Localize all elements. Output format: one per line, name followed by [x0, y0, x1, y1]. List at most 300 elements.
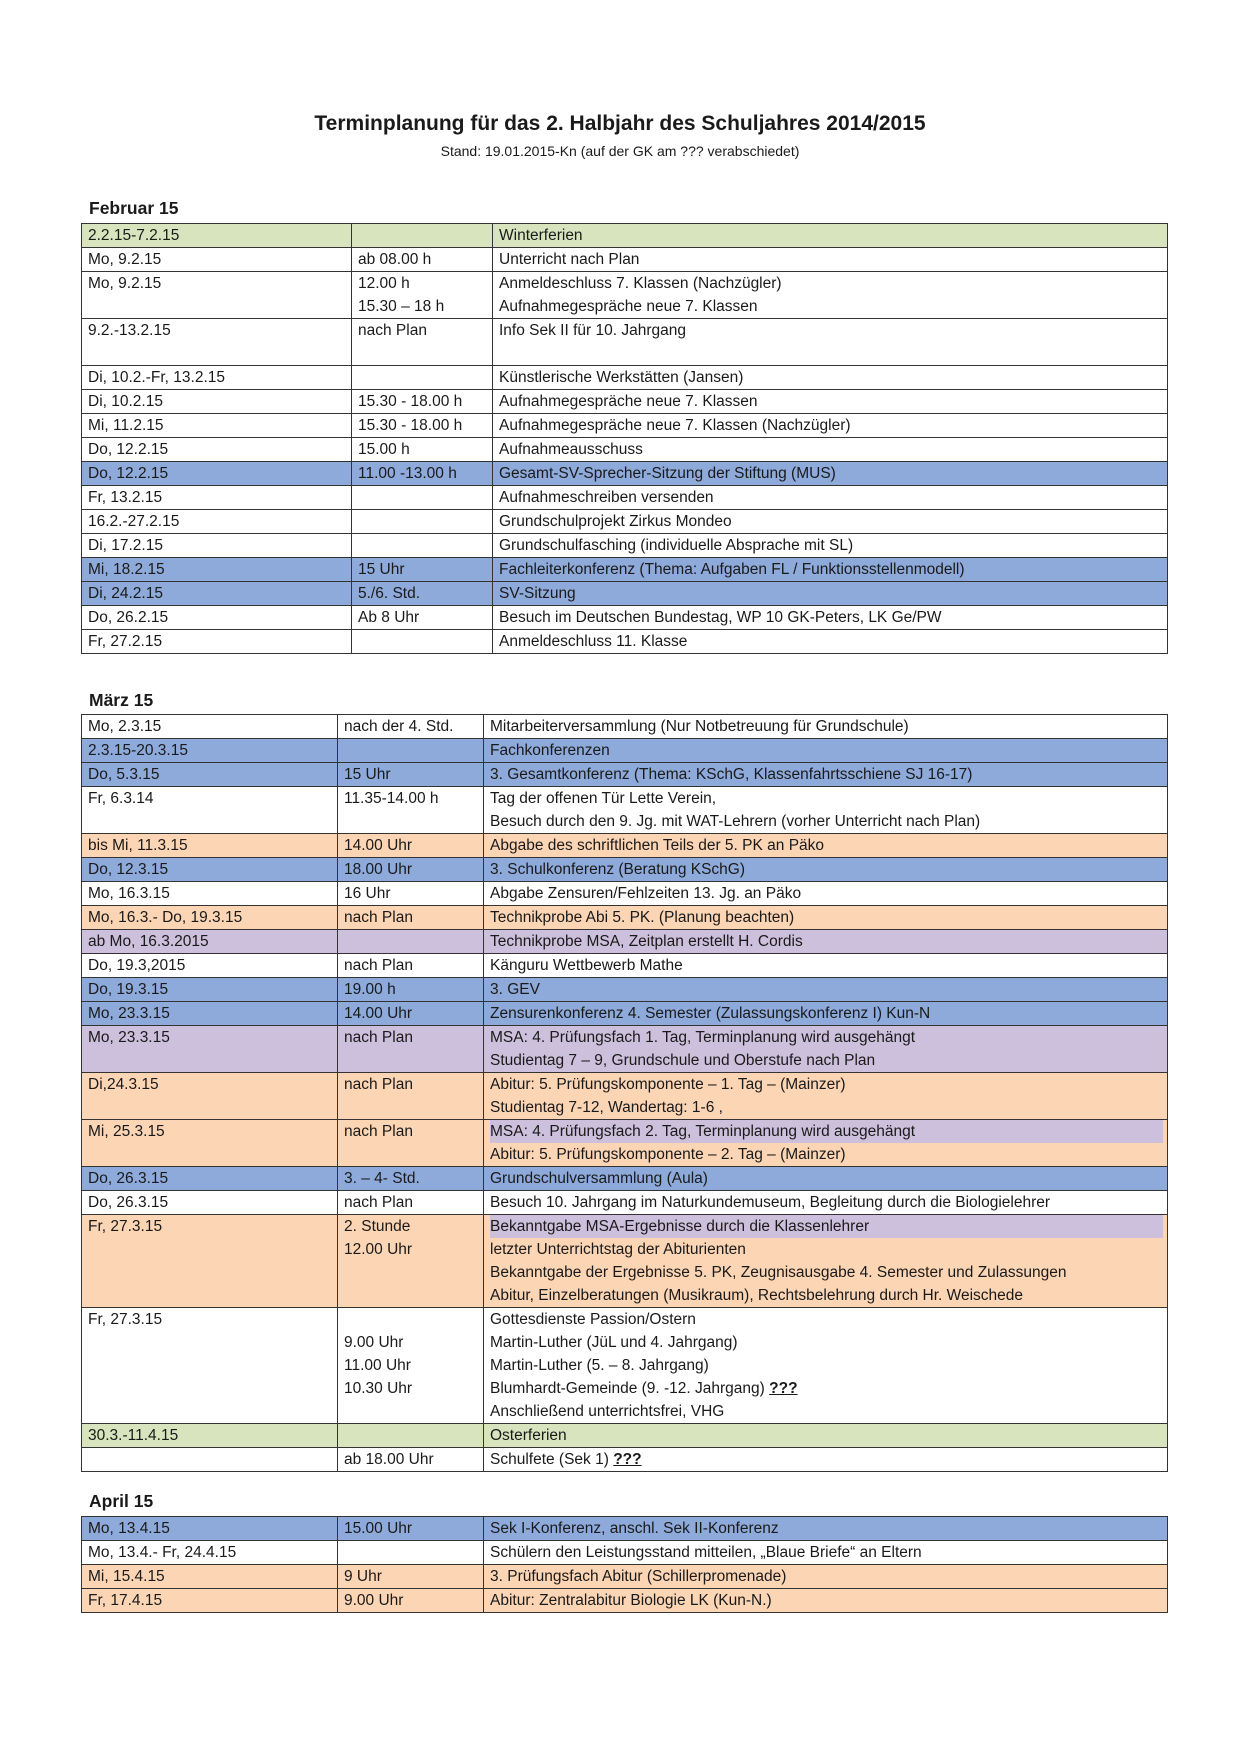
- date-cell: [82, 414, 352, 438]
- event-text: 3. Prüfungsfach Abitur (Schillerpromenade): [490, 1568, 787, 1585]
- event-cell: [484, 1517, 1168, 1541]
- event-text: Gottesdienste Passion/Ostern: [490, 1311, 696, 1328]
- date-text: 2.3.15-20.3.15: [88, 742, 188, 759]
- event-text: Osterferien: [490, 1427, 567, 1444]
- time-cell: [352, 630, 493, 654]
- date-cell: [82, 906, 338, 930]
- date-text: Mo, 13.4.15: [88, 1520, 170, 1537]
- event-text: MSA: 4. Prüfungsfach 2. Tag, Terminplanung wird ausgehängt: [490, 1120, 1163, 1143]
- time-text: 15 Uhr: [358, 561, 405, 578]
- schedule-table: [81, 223, 1168, 654]
- date-text: Do, 12.3.15: [88, 861, 169, 878]
- date-cell: [82, 1424, 338, 1448]
- event-text: Aufnahmeausschuss: [499, 441, 643, 458]
- page-subtitle: Stand: 19.01.2015-Kn (auf der GK am ??? verabschiedet): [440, 143, 800, 159]
- date-cell: [82, 438, 352, 462]
- time-cell: [352, 366, 493, 390]
- date-text: Di, 24.2.15: [88, 585, 163, 602]
- date-text: Fr, 17.4.15: [88, 1592, 163, 1609]
- date-cell: [82, 630, 352, 654]
- event-cell: [484, 1308, 1168, 1424]
- time-cell: [338, 1541, 484, 1565]
- date-cell: [82, 1541, 338, 1565]
- table-row: [82, 630, 1168, 654]
- month-heading: Februar 15: [89, 198, 179, 218]
- date-text: Fr, 6.3.14: [88, 790, 154, 807]
- time-cell: [338, 834, 484, 858]
- date-cell: [82, 1026, 338, 1073]
- event-text: Studientag 7-12, Wandertag: 1-6 ,: [490, 1099, 723, 1116]
- date-text: [88, 1448, 331, 1471]
- page-title: Terminplanung für das 2. Halbjahr des Schuljahres 2014/2015: [314, 112, 926, 135]
- event-cell: [493, 582, 1168, 606]
- time-cell: [338, 1002, 484, 1026]
- event-cell: [493, 390, 1168, 414]
- date-cell: [82, 858, 338, 882]
- time-text: nach Plan: [344, 1076, 413, 1093]
- date-cell: [82, 534, 352, 558]
- time-text: nach Plan: [344, 909, 413, 926]
- event-text: Besuch durch den 9. Jg. mit WAT-Lehrern (vorher Unterricht nach Plan): [490, 813, 981, 830]
- time-cell: [338, 1424, 484, 1448]
- time-text: 5./6. Std.: [358, 585, 421, 602]
- table-row: [82, 1120, 1168, 1167]
- event-text: Bekanntgabe MSA-Ergebnisse durch die Klassenlehrer: [490, 1215, 1163, 1238]
- event-text: Anmeldeschluss 7. Klassen (Nachzügler): [499, 275, 782, 292]
- time-cell: [338, 787, 484, 834]
- table-row: [82, 1215, 1168, 1308]
- time-text: ab 08.00 h: [358, 251, 432, 268]
- event-cell: [493, 414, 1168, 438]
- time-cell: [352, 582, 493, 606]
- event-cell: [493, 272, 1168, 319]
- event-text: 3. GEV: [490, 981, 540, 998]
- event-text: Schulfete (Sek 1) ???: [490, 1451, 642, 1468]
- time-text: 10.30 Uhr: [344, 1380, 413, 1397]
- event-cell: [484, 739, 1168, 763]
- month-heading: März 15: [89, 690, 154, 710]
- time-cell: [352, 438, 493, 462]
- time-cell: [338, 1517, 484, 1541]
- date-cell: [82, 1002, 338, 1026]
- date-text: 30.3.-11.4.15: [88, 1427, 179, 1444]
- table-row: [82, 882, 1168, 906]
- table-row: [82, 414, 1168, 438]
- time-text: 15.00 Uhr: [344, 1520, 413, 1537]
- event-cell: [493, 606, 1168, 630]
- event-text: Bekanntgabe der Ergebnisse 5. PK, Zeugnisausgabe 4. Semester und Zulassungen: [490, 1264, 1067, 1281]
- time-text: 14.00 Uhr: [344, 837, 413, 854]
- table-row: [82, 787, 1168, 834]
- time-cell: [338, 1167, 484, 1191]
- date-text: Do, 12.2.15: [88, 465, 169, 482]
- table-row: [82, 438, 1168, 462]
- date-cell: [82, 366, 352, 390]
- time-text: nach Plan: [344, 1029, 413, 1046]
- schedule-table: [81, 714, 1168, 1472]
- date-cell: [82, 319, 352, 366]
- date-cell: [82, 224, 352, 248]
- date-cell: [82, 462, 352, 486]
- event-cell: [493, 486, 1168, 510]
- time-text: 15.30 - 18.00 h: [358, 393, 463, 410]
- event-cell: [493, 558, 1168, 582]
- event-cell: [484, 1120, 1168, 1167]
- table-row: [82, 1589, 1168, 1613]
- event-cell: [484, 763, 1168, 787]
- event-cell: [484, 1167, 1168, 1191]
- event-cell: [493, 319, 1168, 366]
- event-cell: [493, 224, 1168, 248]
- table-row: [82, 978, 1168, 1002]
- date-cell: [82, 1120, 338, 1167]
- date-text: Mi, 15.4.15: [88, 1568, 165, 1585]
- date-cell: [82, 739, 338, 763]
- table-row: [82, 1308, 1168, 1424]
- event-text: Aufnahmegespräche neue 7. Klassen: [499, 393, 758, 410]
- event-cell: [484, 1448, 1168, 1472]
- date-text: Do, 12.2.15: [88, 441, 169, 458]
- table-row: [82, 1191, 1168, 1215]
- time-text: nach der 4. Std.: [344, 718, 454, 735]
- table-row: [82, 1541, 1168, 1565]
- table-row: [82, 486, 1168, 510]
- date-cell: [82, 1191, 338, 1215]
- event-text: Studientag 7 – 9, Grundschule und Oberstufe nach Plan: [490, 1052, 876, 1069]
- time-text: 2. Stunde: [344, 1218, 411, 1235]
- event-cell: [493, 438, 1168, 462]
- date-text: Mo, 16.3.- Do, 19.3.15: [88, 909, 243, 926]
- date-text: Mi, 11.2.15: [88, 417, 164, 434]
- table-row: [82, 739, 1168, 763]
- time-text: 16 Uhr: [344, 885, 391, 902]
- date-text: ab Mo, 16.3.2015: [88, 933, 209, 950]
- event-text: Besuch im Deutschen Bundestag, WP 10 GK-Peters, LK Ge/PW: [499, 609, 942, 626]
- table-row: [82, 1073, 1168, 1120]
- time-text: 9 Uhr: [344, 1568, 382, 1585]
- event-text: Winterferien: [499, 227, 583, 244]
- time-cell: [338, 978, 484, 1002]
- date-text: Do, 26.3.15: [88, 1194, 169, 1211]
- event-text: Abgabe des schriftlichen Teils der 5. PK an Päko: [490, 837, 825, 854]
- date-text: Di, 17.2.15: [88, 537, 163, 554]
- time-text: 15.30 - 18.00 h: [358, 417, 463, 434]
- date-cell: [82, 248, 352, 272]
- time-text: 15 Uhr: [344, 766, 391, 783]
- table-row: [82, 272, 1168, 319]
- event-text: Abitur: 5. Prüfungskomponente – 2. Tag – (Mainzer): [490, 1146, 846, 1163]
- event-text: Gesamt-SV-Sprecher-Sitzung der Stiftung (MUS): [499, 465, 836, 482]
- time-cell: [352, 248, 493, 272]
- time-text: 12.00 Uhr: [344, 1241, 413, 1258]
- time-cell: [352, 510, 493, 534]
- date-text: Do, 19.3.15: [88, 981, 169, 998]
- month-heading: April 15: [89, 1491, 154, 1511]
- event-text: Anschließend unterrichtsfrei, VHG: [490, 1403, 725, 1420]
- event-text: Schülern den Leistungsstand mitteilen, „Blaue Briefe“ an Eltern: [490, 1544, 922, 1561]
- date-text: Di, 10.2.-Fr, 13.2.15: [88, 369, 225, 386]
- event-text: Martin-Luther (JüL und 4. Jahrgang): [490, 1334, 738, 1351]
- event-text: 3. Gesamtkonferenz (Thema: KSchG, Klassenfahrtsschiene SJ 16-17): [490, 766, 973, 783]
- schedule-table: [81, 1516, 1168, 1613]
- event-cell: [484, 1191, 1168, 1215]
- time-text: 9.00 Uhr: [344, 1592, 404, 1609]
- table-row: [82, 319, 1168, 366]
- date-cell: [82, 715, 338, 739]
- table-row: [82, 1448, 1168, 1472]
- date-cell: [82, 978, 338, 1002]
- time-cell: [338, 930, 484, 954]
- date-text: bis Mi, 11.3.15: [88, 837, 188, 854]
- date-cell: [82, 582, 352, 606]
- event-cell: [484, 930, 1168, 954]
- date-cell: [82, 390, 352, 414]
- date-cell: [82, 272, 352, 319]
- event-text: Känguru Wettbewerb Mathe: [490, 957, 683, 974]
- table-row: [82, 906, 1168, 930]
- event-text: Abitur, Einzelberatungen (Musikraum), Rechtsbelehrung durch Hr. Weischede: [490, 1287, 1024, 1304]
- time-cell: [338, 739, 484, 763]
- date-text: Mi, 18.2.15: [88, 561, 165, 578]
- table-row: [82, 858, 1168, 882]
- time-text: ab 18.00 Uhr: [344, 1451, 434, 1468]
- event-text: Grundschulfasching (individuelle Absprache mit SL): [499, 537, 854, 554]
- table-row: [82, 954, 1168, 978]
- date-text: Do, 5.3.15: [88, 766, 160, 783]
- time-cell: [352, 606, 493, 630]
- time-cell: [338, 1448, 484, 1472]
- event-text: Grundschulprojekt Zirkus Mondeo: [499, 513, 732, 530]
- table-row: [82, 1167, 1168, 1191]
- table-row: [82, 606, 1168, 630]
- date-text: Mo, 2.3.15: [88, 718, 162, 735]
- date-cell: [82, 954, 338, 978]
- date-text: 9.2.-13.2.15: [88, 322, 171, 339]
- date-text: Mo, 23.3.15: [88, 1005, 170, 1022]
- table-row: [82, 1424, 1168, 1448]
- time-text: 15.00 h: [358, 441, 410, 458]
- event-text: Abgabe Zensuren/Fehlzeiten 13. Jg. an Päko: [490, 885, 802, 902]
- time-text: nach Plan: [344, 1123, 413, 1140]
- time-text: 11.35-14.00 h: [344, 790, 439, 807]
- event-text: Technikprobe MSA, Zeitplan erstellt H. Cordis: [490, 933, 803, 950]
- date-text: 16.2.-27.2.15: [88, 513, 180, 530]
- event-cell: [484, 787, 1168, 834]
- event-cell: [493, 248, 1168, 272]
- date-cell: [82, 606, 352, 630]
- event-text: Abitur: Zentralabitur Biologie LK (Kun-N.): [490, 1592, 772, 1609]
- event-cell: [484, 1589, 1168, 1613]
- date-cell: [82, 834, 338, 858]
- date-text: Mo, 16.3.15: [88, 885, 170, 902]
- date-text: Fr, 13.2.15: [88, 489, 163, 506]
- date-text: Di, 10.2.15: [88, 393, 163, 410]
- date-cell: [82, 787, 338, 834]
- date-text: Fr, 27.3.15: [88, 1311, 163, 1328]
- date-cell: [82, 1448, 338, 1472]
- date-cell: [82, 1517, 338, 1541]
- date-cell: [82, 1073, 338, 1120]
- event-text: Mitarbeiterversammlung (Nur Notbetreuung für Grundschule): [490, 718, 909, 735]
- event-text: Abitur: 5. Prüfungskomponente – 1. Tag – (Mainzer): [490, 1076, 846, 1093]
- table-row: [82, 1026, 1168, 1073]
- event-cell: [493, 630, 1168, 654]
- event-text: Aufnahmegespräche neue 7. Klassen (Nachzügler): [499, 417, 851, 434]
- date-cell: [82, 882, 338, 906]
- event-text: Martin-Luther (5. – 8. Jahrgang): [490, 1357, 709, 1374]
- time-cell: [338, 1026, 484, 1073]
- event-text: Info Sek II für 10. Jahrgang: [499, 322, 686, 339]
- event-cell: [493, 534, 1168, 558]
- event-text: Sek I-Konferenz, anschl. Sek II-Konferenz: [490, 1520, 779, 1537]
- table-row: [82, 366, 1168, 390]
- event-cell: [484, 954, 1168, 978]
- time-text: 9.00 Uhr: [344, 1334, 404, 1351]
- event-text: Aufnahmeschreiben versenden: [499, 489, 714, 506]
- time-cell: [338, 763, 484, 787]
- time-cell: [338, 1073, 484, 1120]
- table-row: [82, 510, 1168, 534]
- time-text: 12.00 h: [358, 275, 410, 292]
- event-cell: [484, 834, 1168, 858]
- event-cell: [484, 882, 1168, 906]
- event-text: Anmeldeschluss 11. Klasse: [499, 633, 688, 650]
- time-cell: [352, 319, 493, 366]
- date-text: Mo, 13.4.- Fr, 24.4.15: [88, 1544, 237, 1561]
- event-text: Unterricht nach Plan: [499, 251, 640, 268]
- table-row: [82, 1002, 1168, 1026]
- time-cell: [338, 858, 484, 882]
- date-text: 2.2.15-7.2.15: [88, 227, 180, 244]
- time-cell: [352, 414, 493, 438]
- event-text: SV-Sitzung: [499, 585, 576, 602]
- event-cell: [484, 858, 1168, 882]
- time-text: nach Plan: [358, 322, 427, 339]
- date-text: Mo, 9.2.15: [88, 275, 162, 292]
- date-cell: [82, 1565, 338, 1589]
- table-row: [82, 1517, 1168, 1541]
- time-text: nach Plan: [344, 1194, 413, 1211]
- time-text: nach Plan: [344, 957, 413, 974]
- table-row: [82, 1565, 1168, 1589]
- time-cell: [338, 906, 484, 930]
- event-text: 3. Schulkonferenz (Beratung KSchG): [490, 861, 746, 878]
- event-text: MSA: 4. Prüfungsfach 1. Tag, Terminplanung wird ausgehängt: [490, 1029, 916, 1046]
- date-text: Do, 19.3,2015: [88, 957, 186, 974]
- date-text: Mo, 9.2.15: [88, 251, 162, 268]
- date-cell: [82, 558, 352, 582]
- time-cell: [338, 1191, 484, 1215]
- date-text: Di,24.3.15: [88, 1076, 159, 1093]
- event-text: Besuch 10. Jahrgang im Naturkundemuseum, Begleitung durch die Biologielehrer: [490, 1194, 1051, 1211]
- date-cell: [82, 486, 352, 510]
- table-row: [82, 558, 1168, 582]
- time-cell: [338, 1215, 484, 1308]
- event-cell: [493, 462, 1168, 486]
- date-text: Mo, 23.3.15: [88, 1029, 170, 1046]
- time-cell: [338, 715, 484, 739]
- event-text: Fachleiterkonferenz (Thema: Aufgaben FL / Funktionsstellenmodell): [499, 561, 965, 578]
- time-text: [344, 1308, 477, 1331]
- time-cell: [352, 486, 493, 510]
- event-text: Tag der offenen Tür Lette Verein,: [490, 790, 717, 807]
- time-text: 11.00 Uhr: [344, 1357, 411, 1374]
- time-text: 3. – 4- Std.: [344, 1170, 420, 1187]
- table-row: [82, 390, 1168, 414]
- time-text: Ab 8 Uhr: [358, 609, 420, 626]
- table-row: [82, 534, 1168, 558]
- date-text: Fr, 27.3.15: [88, 1218, 163, 1235]
- event-text: Aufnahmegespräche neue 7. Klassen: [499, 298, 758, 315]
- time-cell: [338, 1308, 484, 1424]
- time-cell: [352, 272, 493, 319]
- time-cell: [338, 1120, 484, 1167]
- time-text: 15.30 – 18 h: [358, 298, 445, 315]
- time-cell: [352, 462, 493, 486]
- table-row: [82, 930, 1168, 954]
- date-text: Fr, 27.2.15: [88, 633, 163, 650]
- table-row: [82, 462, 1168, 486]
- event-text: Blumhardt-Gemeinde (9. -12. Jahrgang) ???: [490, 1380, 798, 1397]
- date-cell: [82, 930, 338, 954]
- date-cell: [82, 1167, 338, 1191]
- time-text: 18.00 Uhr: [344, 861, 413, 878]
- event-cell: [484, 1073, 1168, 1120]
- time-cell: [352, 224, 493, 248]
- date-text: Do, 26.2.15: [88, 609, 169, 626]
- event-cell: [493, 510, 1168, 534]
- table-row: [82, 715, 1168, 739]
- table-row: [82, 224, 1168, 248]
- event-text: Künstlerische Werkstätten (Jansen): [499, 369, 744, 386]
- event-text: letzter Unterrichtstag der Abiturienten: [490, 1241, 746, 1258]
- table-row: [82, 582, 1168, 606]
- date-cell: [82, 763, 338, 787]
- event-text: Technikprobe Abi 5. PK. (Planung beachten): [490, 909, 795, 926]
- event-text: Grundschulversammlung (Aula): [490, 1170, 708, 1187]
- event-cell: [484, 1215, 1168, 1308]
- event-cell: [484, 1002, 1168, 1026]
- date-cell: [82, 1589, 338, 1613]
- date-text: Do, 26.3.15: [88, 1170, 169, 1187]
- event-cell: [484, 715, 1168, 739]
- time-cell: [338, 954, 484, 978]
- event-cell: [484, 1026, 1168, 1073]
- event-cell: [484, 1565, 1168, 1589]
- event-cell: [484, 1541, 1168, 1565]
- time-text: 14.00 Uhr: [344, 1005, 413, 1022]
- date-cell: [82, 1215, 338, 1308]
- date-text: Mi, 25.3.15: [88, 1123, 165, 1140]
- time-cell: [352, 534, 493, 558]
- date-cell: [82, 510, 352, 534]
- event-text: Fachkonferenzen: [490, 742, 610, 759]
- table-row: [82, 248, 1168, 272]
- event-cell: [484, 906, 1168, 930]
- time-cell: [352, 390, 493, 414]
- time-cell: [338, 1565, 484, 1589]
- table-row: [82, 763, 1168, 787]
- time-cell: [338, 882, 484, 906]
- time-text: 11.00 -13.00 h: [358, 465, 457, 482]
- time-cell: [338, 1589, 484, 1613]
- event-cell: [484, 978, 1168, 1002]
- time-text: 19.00 h: [344, 981, 396, 998]
- event-cell: [493, 366, 1168, 390]
- event-text: Zensurenkonferenz 4. Semester (Zulassungskonferenz I) Kun-N: [490, 1005, 931, 1022]
- date-cell: [82, 1308, 338, 1424]
- time-cell: [352, 558, 493, 582]
